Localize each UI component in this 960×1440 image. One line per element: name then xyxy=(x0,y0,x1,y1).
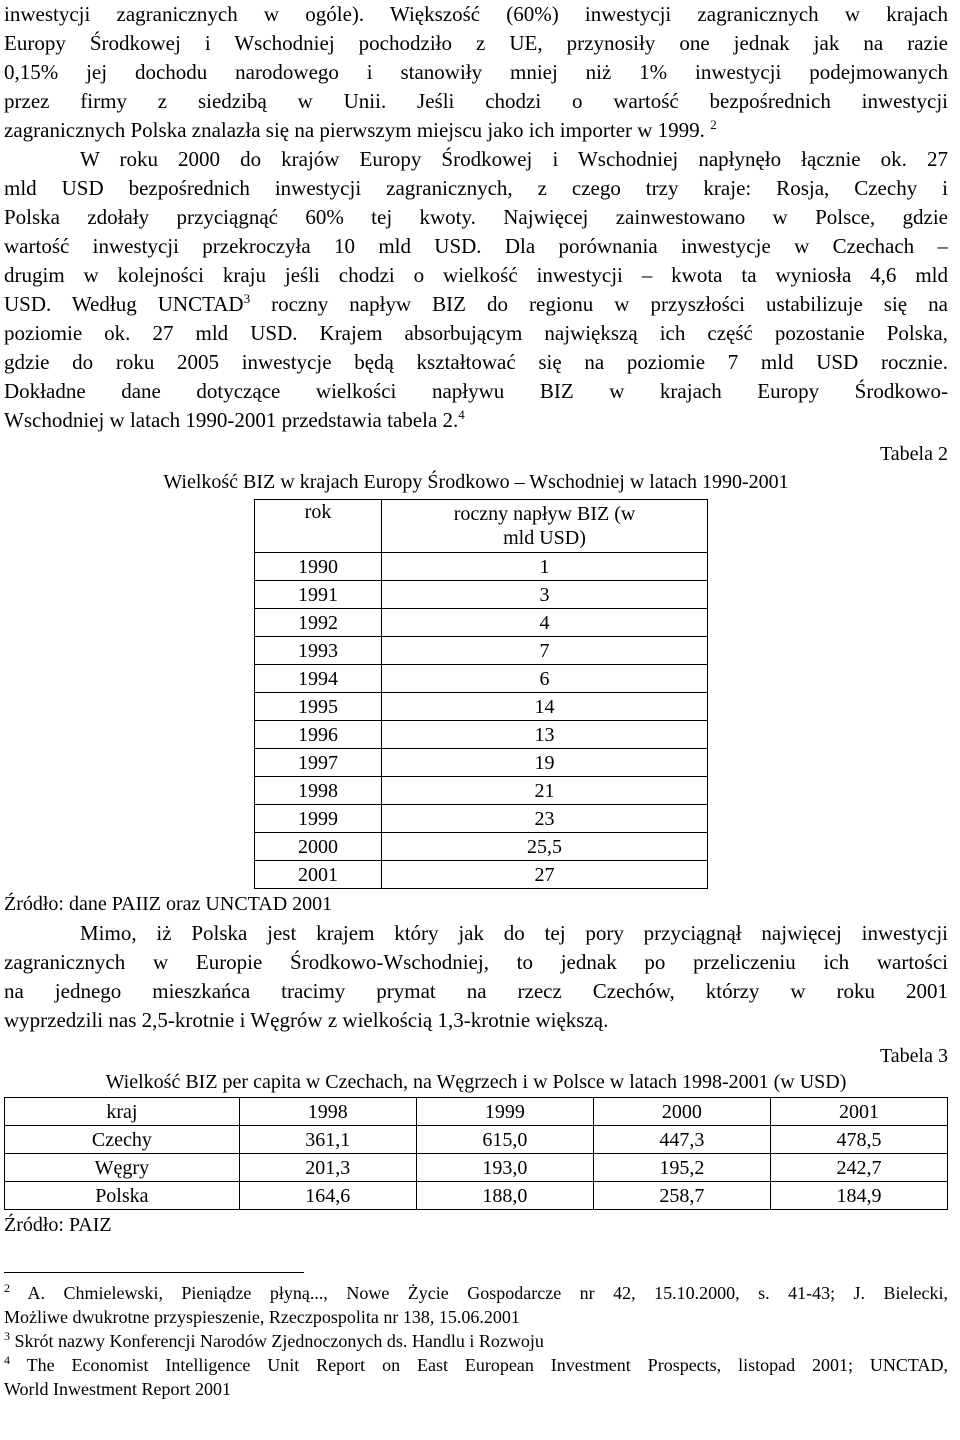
table-cell: 7 xyxy=(382,637,708,665)
footnotes xyxy=(4,1281,948,1401)
table-cell: Polska xyxy=(5,1182,240,1210)
table-cell: 447,3 xyxy=(593,1126,770,1154)
footnote-4-cont: World Inwestment Report 2001 xyxy=(4,1379,232,1399)
table-cell: 615,0 xyxy=(416,1126,593,1154)
table-row xyxy=(255,721,708,749)
table-3-source: Źródło: PAIZ xyxy=(4,1214,112,1236)
text-line: 0,15% jej dochodu narodowego i stanowiły mniej niż 1% inwestycji podejmowanych xyxy=(4,60,948,84)
table-cell: 201,3 xyxy=(239,1154,416,1182)
text-line xyxy=(4,290,948,319)
table-cell: 258,7 xyxy=(593,1182,770,1210)
table-row xyxy=(255,637,708,665)
text-line: poziomie ok. 27 mld USD. Krajem absorbującym największą ich część pozostanie Polska, xyxy=(4,321,948,345)
table-cell: Węgry xyxy=(5,1154,240,1182)
footnote-ref-4: 4 xyxy=(458,407,465,422)
table-row xyxy=(255,665,708,693)
table-cell: 184,9 xyxy=(770,1182,947,1210)
text-line: drugim w kolejności kraju jeśli chodzi o wielkość inwestycji – kwota ta wyniosła 4,6 mld xyxy=(4,263,948,287)
table-cell: 242,7 xyxy=(770,1154,947,1182)
text-line: mld USD bezpośrednich inwestycji zagranicznych, z czego trzy kraje: Rosja, Czechy i xyxy=(4,176,948,200)
table-header-cell: 2000 xyxy=(593,1098,770,1126)
table-header-cell: 1999 xyxy=(416,1098,593,1126)
table-cell: 1 xyxy=(382,553,708,581)
table-row xyxy=(255,861,708,889)
text-line xyxy=(4,406,948,435)
table-row xyxy=(255,693,708,721)
text-line: gdzie do roku 2005 inwestycje będą kształtować się na poziomie 7 mld USD rocznie. xyxy=(4,350,948,374)
text-line: wyprzedzili nas 2,5-krotnie i Węgrów z wielkością 1,3-krotnie większą. xyxy=(4,1008,609,1032)
table-row xyxy=(5,1154,948,1182)
table-cell: 1993 xyxy=(255,637,382,665)
table-cell: 13 xyxy=(382,721,708,749)
table-cell: 19 xyxy=(382,749,708,777)
table-header-cell: kraj xyxy=(5,1098,240,1126)
table-cell: 1996 xyxy=(255,721,382,749)
footnote-4 xyxy=(4,1353,948,1377)
table-cell: 1997 xyxy=(255,749,382,777)
table-cell: 1990 xyxy=(255,553,382,581)
table-cell: 3 xyxy=(382,581,708,609)
text-line: Mimo, iż Polska jest krajem który jak do tej pory przyciągnął najwięcej inwestycji xyxy=(80,921,948,945)
table-cell: 1994 xyxy=(255,665,382,693)
text-line: Polska zdołały przyciągnąć 60% tej kwoty. Najwięcej zainwestowano w Polsce, gdzie xyxy=(4,205,948,229)
table-cell: 1998 xyxy=(255,777,382,805)
paragraph-3 xyxy=(4,919,948,1035)
footnote-2-cont: Możliwe dwukrotne przyspieszenie, Rzeczpospolita nr 138, 15.06.2001 xyxy=(4,1307,520,1327)
footnote-text: The Economist Intelligence Unit Report on East European Investment Prospects, listopad 2001; UNCTAD, xyxy=(26,1355,948,1375)
paragraph-1 xyxy=(4,0,948,145)
text-line: przez firmy z siedzibą w Unii. Jeśli chodzi o wartość bezpośrednich inwestycji xyxy=(4,89,948,113)
footnote-number: 4 xyxy=(4,1353,10,1367)
table-header-cell: 1998 xyxy=(239,1098,416,1126)
table-row xyxy=(255,609,708,637)
text-fragment: roczny napływ BIZ do regionu w przyszłości ustabilizuje się na xyxy=(250,292,948,316)
text-fragment: Wschodniej w latach 1990-2001 przedstawia tabela 2. xyxy=(4,408,459,432)
text-line: Dokładne dane dotyczące wielkości napływu BIZ w krajach Europy Środkowo- xyxy=(4,379,948,403)
table-cell: 1999 xyxy=(255,805,382,833)
text-line: na jednego mieszkańca tracimy prymat na rzecz Czechów, którzy w roku 2001 xyxy=(4,979,948,1003)
table-cell: 2000 xyxy=(255,833,382,861)
text-fragment: USD. Według UNCTAD xyxy=(4,292,244,316)
table-cell: 1991 xyxy=(255,581,382,609)
table-row xyxy=(5,1182,948,1210)
table-cell: 4 xyxy=(382,609,708,637)
table-cell: 188,0 xyxy=(416,1182,593,1210)
table-row xyxy=(255,777,708,805)
table-3-title: Wielkość BIZ per capita w Czechach, na Węgrzech i w Polsce w latach 1998-2001 (w USD) xyxy=(105,1071,847,1093)
footnote-ref-3: 3 xyxy=(243,291,251,306)
table-row xyxy=(255,833,708,861)
table-2-label: Tabela 2 xyxy=(879,443,948,465)
footnote-text: Skrót nazwy Konferencji Narodów Zjednoczonych ds. Handlu i Rozwoju xyxy=(14,1331,544,1351)
table-cell: 361,1 xyxy=(239,1126,416,1154)
table-2-title: Wielkość BIZ w krajach Europy Środkowo – Wschodniej w latach 1990-2001 xyxy=(163,471,789,493)
footnote-2 xyxy=(4,1281,948,1305)
footnote-3 xyxy=(4,1329,948,1353)
table-cell: 193,0 xyxy=(416,1154,593,1182)
table-header-cell: roczny napływ BIZ (w mld USD) xyxy=(382,500,708,553)
table-cell: 25,5 xyxy=(382,833,708,861)
document-page xyxy=(4,0,948,1401)
table-cell: 195,2 xyxy=(593,1154,770,1182)
table-cell: 23 xyxy=(382,805,708,833)
table-row xyxy=(255,749,708,777)
table-cell: 6 xyxy=(382,665,708,693)
table-header-cell: 2001 xyxy=(770,1098,947,1126)
text-line: Europy Środkowej i Wschodniej pochodziło z UE, przynosiły one jednak jak na razie xyxy=(4,31,948,55)
table-cell: 2001 xyxy=(255,861,382,889)
table-row xyxy=(255,581,708,609)
table-cell: Czechy xyxy=(5,1126,240,1154)
text-line: zagranicznych w Europie Środkowo-Wschodniej, to jednak po przeliczeniu ich wartości xyxy=(4,950,948,974)
table-cell: 1995 xyxy=(255,693,382,721)
table-header-row xyxy=(255,500,708,553)
text-line: W roku 2000 do krajów Europy Środkowej i Wschodniej napłynęło łącznie ok. 27 xyxy=(80,147,948,171)
table-header-cell: rok xyxy=(255,500,382,553)
table-cell: 164,6 xyxy=(239,1182,416,1210)
table-header-row xyxy=(5,1098,948,1126)
footnote-text: A. Chmielewski, Pieniądze płyną..., Nowe Życie Gospodarcze nr 42, 15.10.2000, s. 41-43; J. Bielecki, xyxy=(27,1283,948,1303)
table-3 xyxy=(4,1097,948,1210)
text-line xyxy=(4,116,948,145)
footnote-separator xyxy=(4,1272,304,1273)
footnote-number: 3 xyxy=(4,1329,10,1343)
table-cell: 1992 xyxy=(255,609,382,637)
table-cell: 27 xyxy=(382,861,708,889)
table-cell: 21 xyxy=(382,777,708,805)
table-2-source: Źródło: dane PAIIZ oraz UNCTAD 2001 xyxy=(4,893,333,915)
table-row xyxy=(255,805,708,833)
text-fragment: zagranicznych Polska znalazła się na pierwszym miejscu jako ich importer w 1999. xyxy=(4,118,705,142)
footnote-number: 2 xyxy=(4,1281,10,1295)
table-2 xyxy=(254,499,708,889)
text-line: inwestycji zagranicznych w ogóle). Większość (60%) inwestycji zagranicznych w krajach xyxy=(4,2,948,26)
table-3-label: Tabela 3 xyxy=(879,1045,948,1067)
footnote-ref-2: 2 xyxy=(710,117,717,132)
text-line: wartość inwestycji przekroczyła 10 mld USD. Dla porównania inwestycje w Czechach – xyxy=(4,234,948,258)
table-row xyxy=(255,553,708,581)
table-cell: 14 xyxy=(382,693,708,721)
paragraph-2 xyxy=(4,145,948,435)
table-cell: 478,5 xyxy=(770,1126,947,1154)
table-row xyxy=(5,1126,948,1154)
